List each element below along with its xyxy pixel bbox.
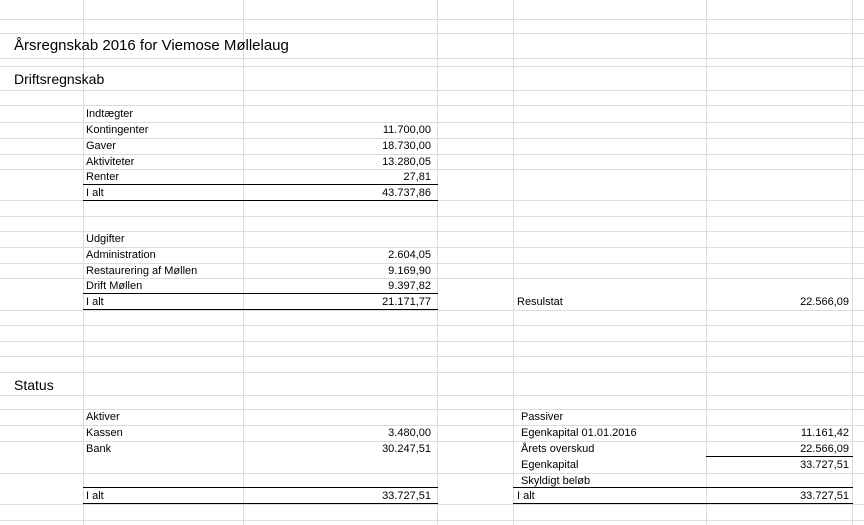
income-row-value: 13.280,05 <box>382 156 431 168</box>
income-row-label: Gaver <box>86 140 116 152</box>
liabilities-row-value: 11.161,42 <box>800 427 849 439</box>
liabilities-row-label: Årets overskud <box>521 443 595 455</box>
grid-line <box>0 58 864 59</box>
income-row-label: Renter <box>86 171 120 183</box>
grid-line <box>0 66 864 67</box>
result-label: Resulstat <box>517 296 563 308</box>
expenses-header: Udgifter <box>86 233 125 245</box>
grid-line <box>706 0 707 525</box>
liabilities-row-label: Skyldigt beløb <box>521 475 591 487</box>
total-rule <box>83 487 438 488</box>
expenses-total-label: I alt <box>86 296 104 308</box>
report-title: Årsregnskab 2016 for Viemose Møllelaug <box>14 37 289 54</box>
total-rule <box>83 309 438 310</box>
total-rule <box>83 293 438 294</box>
expenses-row-value: 9.169,90 <box>388 265 431 277</box>
income-header: Indtægter <box>86 108 134 120</box>
expenses-row-label: Restaurering af Møllen <box>86 265 198 277</box>
grid-line <box>0 356 864 357</box>
grid-line <box>513 0 514 525</box>
total-rule <box>83 184 438 185</box>
grid-line <box>0 504 864 505</box>
assets-total-label: I alt <box>86 490 104 502</box>
liabilities-total-value: 33.727,51 <box>800 490 849 502</box>
grid-line <box>0 19 864 20</box>
grid-line <box>437 0 438 525</box>
total-rule <box>83 200 438 201</box>
grid-line <box>0 395 864 396</box>
grid-line <box>243 0 244 525</box>
total-rule <box>513 503 853 504</box>
total-rule <box>83 503 438 504</box>
income-total-value: 43.737,86 <box>382 187 431 199</box>
liabilities-row-label: Egenkapital <box>521 459 579 471</box>
grid-line <box>0 441 864 442</box>
liabilities-row-label: Egenkapital 01.01.2016 <box>521 427 637 439</box>
expenses-row-value: 9.397,82 <box>388 280 431 292</box>
liabilities-total-label: I alt <box>517 490 535 502</box>
assets-row-label: Kassen <box>86 427 123 439</box>
grid-line <box>0 325 864 326</box>
result-value: 22.566,09 <box>800 296 849 308</box>
section-heading-status: Status <box>14 377 54 393</box>
income-row-value: 27,81 <box>403 171 431 183</box>
income-row-label: Aktiviteter <box>86 156 135 168</box>
grid-line <box>852 0 853 525</box>
assets-total-value: 33.727,51 <box>382 490 431 502</box>
grid-line <box>0 33 864 34</box>
assets-header: Aktiver <box>86 411 120 423</box>
income-total-label: I alt <box>86 187 104 199</box>
income-row-value: 18.730,00 <box>382 140 431 152</box>
grid-line <box>0 409 864 410</box>
total-rule <box>513 487 853 488</box>
grid-line <box>0 231 864 232</box>
grid-line <box>0 425 864 426</box>
grid-line <box>0 216 864 217</box>
liabilities-row-value: 33.727,51 <box>800 459 849 471</box>
grid-line <box>0 341 864 342</box>
expenses-row-label: Administration <box>86 249 156 261</box>
expenses-total-value: 21.171,77 <box>382 296 431 308</box>
income-row-label: Kontingenter <box>86 124 149 136</box>
grid-line <box>0 138 864 139</box>
assets-row-value: 30.247,51 <box>382 443 431 455</box>
section-heading-drift: Driftsregnskab <box>14 71 105 87</box>
grid-line <box>0 105 864 106</box>
expenses-row-value: 2.604,05 <box>388 249 431 261</box>
liabilities-row-value: 22.566,09 <box>800 443 849 455</box>
grid-line <box>0 310 864 311</box>
grid-line <box>0 520 864 521</box>
expenses-row-label: Drift Møllen <box>86 280 143 292</box>
assets-row-label: Bank <box>86 443 112 455</box>
subtotal-rule <box>706 456 853 457</box>
assets-row-value: 3.480,00 <box>388 427 431 439</box>
grid-line <box>0 473 864 474</box>
grid-line <box>0 372 864 373</box>
liabilities-header: Passiver <box>521 411 564 423</box>
income-row-value: 11.700,00 <box>382 124 431 136</box>
grid-line <box>0 90 864 91</box>
